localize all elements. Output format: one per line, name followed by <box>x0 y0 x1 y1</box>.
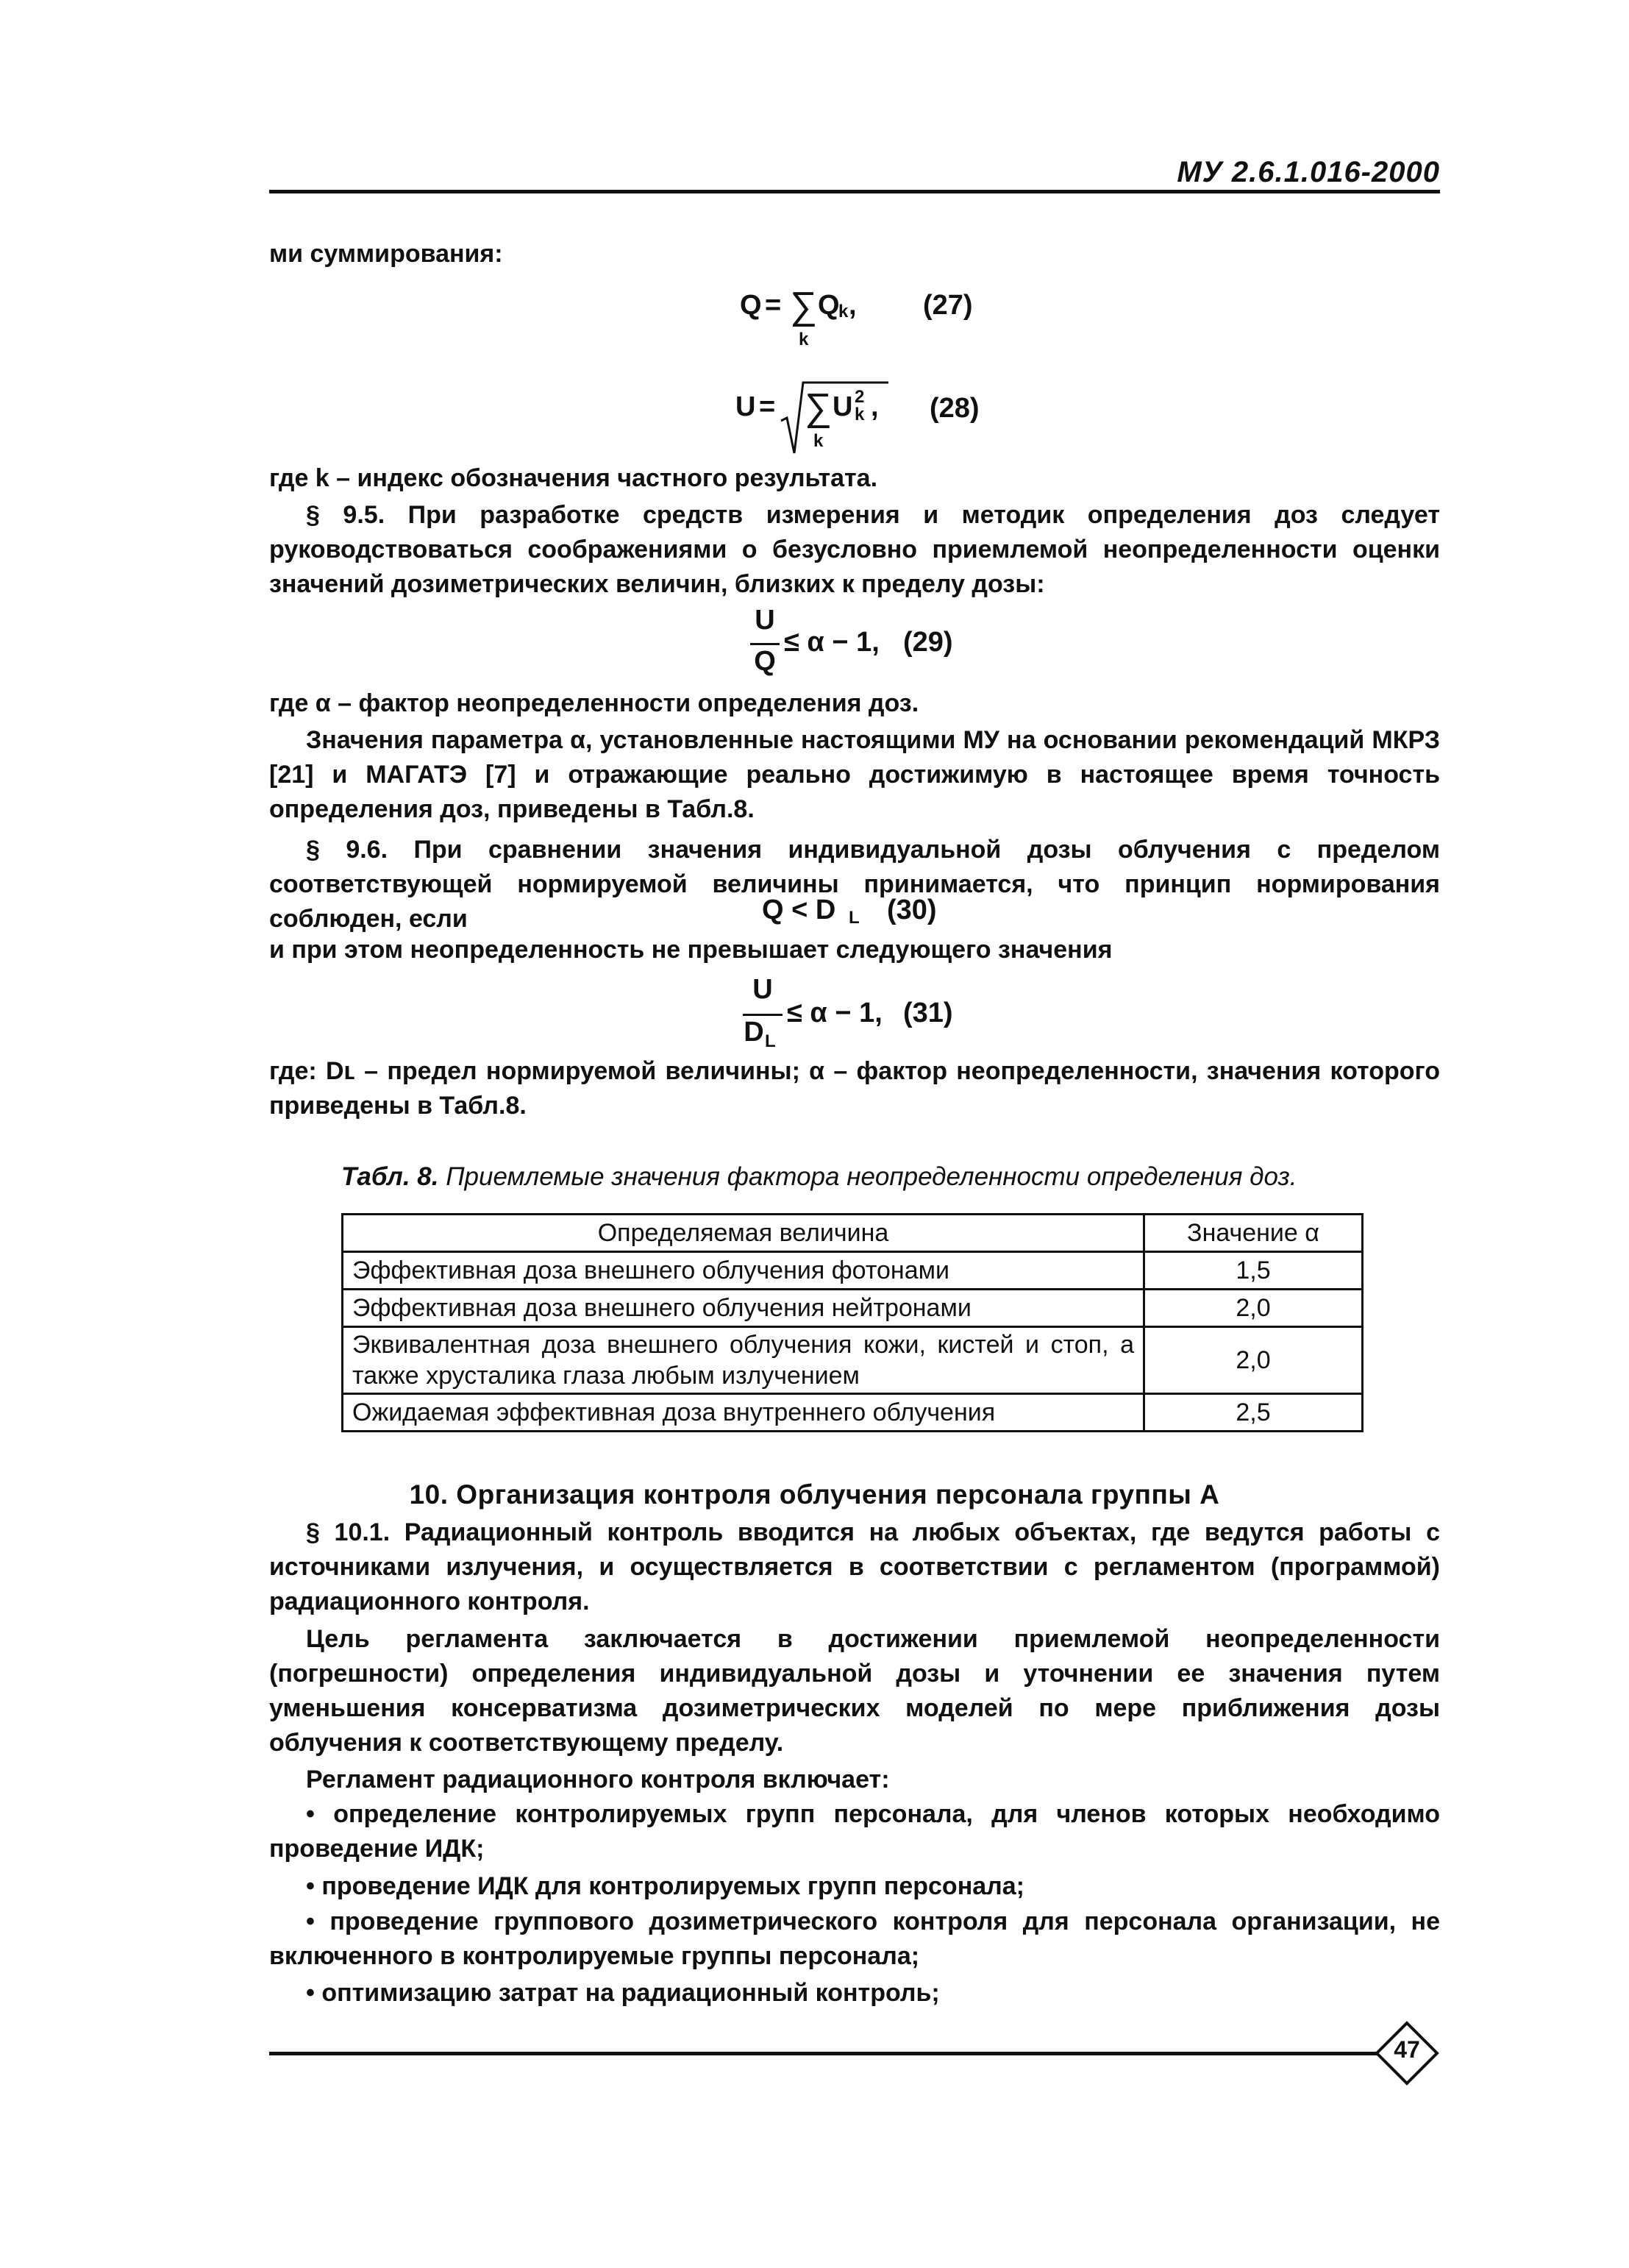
table-cell-value: 2,0 <box>1144 1290 1363 1327</box>
eq27-equals: = <box>765 290 782 321</box>
alpha-table <box>341 1213 1364 1432</box>
paragraph-alpha-values: Значения параметра α, установленные настоящими МУ на основании рекомендаций МКРЗ [21] и МАГАТЭ [7] и отражающие реально достижимую в настоящее время точность определения доз, приведены в Табл.8. <box>269 726 1440 823</box>
eq28-term: U <box>833 391 853 422</box>
eq31-fraction-bar <box>743 1014 783 1016</box>
table-header-value: Значение α <box>1144 1215 1363 1252</box>
eq31-label: (31) <box>903 998 953 1028</box>
eq30-text: Q < D <box>762 895 836 925</box>
table-caption <box>341 1162 1297 1192</box>
table-cell-quantity: Эффективная доза внешнего облучения фотонами <box>343 1252 1144 1290</box>
table-header-quantity: Определяемая величина <box>343 1215 1144 1252</box>
eq28-equals: = <box>759 391 776 422</box>
eq31-den-sub: L <box>765 1031 776 1051</box>
paragraph-9-6: § 9.6. При сравнении значения индивидуальной дозы облучения с пределом соответствующей нормируемой величины принимается, что принцип нормирования соблюден, если <box>269 836 1440 933</box>
paragraph-9-5: § 9.5. При разработке средств измерения и методик определения доз следует руководствоваться соображениями о безусловно приемлемой неопределенности оценки значений дозиметрических величин, близких к пределу дозы: <box>269 501 1440 598</box>
eq31-rhs: ≤ α − 1, <box>787 998 883 1028</box>
list-item: • проведение ИДК для контролируемых групп персонала; <box>306 1872 1024 1900</box>
document-code: МУ 2.6.1.016-2000 <box>1177 156 1440 188</box>
table-row <box>343 1327 1363 1394</box>
eq27-comma: , <box>849 290 857 321</box>
eq27-under: k <box>799 330 809 349</box>
paragraph-alpha-def: где α – фактор неопределенности определения доз. <box>269 689 919 717</box>
list-item: • оптимизацию затрат на радиационный контроль; <box>306 1979 940 2007</box>
eq29-denominator: Q <box>754 646 776 677</box>
table-row <box>343 1252 1363 1290</box>
table-cell-quantity: Эквивалентная доза внешнего облучения кожи, кистей и стоп, а также хрусталика глаза любым излучением <box>343 1327 1144 1394</box>
paragraph-sum-intro: ми суммирования: <box>269 240 503 268</box>
eq27-sigma: ∑ <box>790 285 818 327</box>
equation-30 <box>762 895 880 939</box>
list-item: • проведение группового дозиметрического контроля для персонала организации, не включенного в контролируемые группы персонала; <box>269 1908 1440 1970</box>
eq27-term: Q <box>818 290 840 321</box>
table-caption-text: Приемлемые значения фактора неопределенности определения доз. <box>438 1162 1297 1191</box>
eq28-sigma: ∑ <box>805 386 833 429</box>
eq30-sub: L <box>849 908 860 928</box>
paragraph-uncertainty: и при этом неопределенность не превышает следующего значения <box>269 936 1113 964</box>
eq29-numerator: U <box>755 605 775 636</box>
paragraph-goal: Цель регламента заключается в достижении приемлемой неопределенности (погрешности) определения индивидуальной дозы и уточнении ее значения путем уменьшения консерватизма дозиметрических моделей по мере приближения дозы облучения к соответствующему пределу. <box>269 1625 1440 1757</box>
eq28-lhs: U <box>735 391 756 422</box>
list-item: • определение контролируемых групп персонала, для членов которых необходимо проведение ИДК; <box>269 1800 1440 1863</box>
eq27-lhs: Q <box>740 290 762 321</box>
paragraph-k-index: где k – индекс обозначения частного результата. <box>269 464 878 492</box>
equation-27 <box>740 284 1034 358</box>
table-cell-value: 1,5 <box>1144 1252 1363 1290</box>
eq29-label: (29) <box>903 627 953 658</box>
eq28-sub: k <box>855 405 865 424</box>
eq28-comma: , <box>871 391 879 422</box>
page-number: 47 <box>1394 2036 1420 2063</box>
eq29-fraction-bar <box>750 643 780 645</box>
table-row <box>343 1394 1363 1432</box>
eq28-label: (28) <box>930 393 980 424</box>
eq28-sup: 2 <box>855 387 865 407</box>
table-caption-label: Табл. 8. <box>341 1162 439 1191</box>
paragraph-includes: Регламент радиационного контроля включает: <box>306 1766 890 1794</box>
eq29-rhs: ≤ α − 1, <box>784 627 880 658</box>
section-title: 10. Организация контроля облучения персонала группы А <box>409 1479 1220 1510</box>
eq31-numerator: U <box>752 974 773 1005</box>
eq28-under: k <box>813 431 824 451</box>
table-cell-value: 2,5 <box>1144 1394 1363 1432</box>
eq27-sub: k <box>838 302 849 321</box>
eq27-label: (27) <box>923 290 973 321</box>
table-row <box>343 1290 1363 1327</box>
header-rule <box>269 190 1440 193</box>
table-header-row <box>343 1215 1363 1252</box>
table-cell-quantity: Ожидаемая эффективная доза внутреннего облучения <box>343 1394 1144 1432</box>
footer-rule <box>269 2052 1381 2055</box>
eq30-label: (30) <box>887 895 937 925</box>
paragraph-dl-def: где: Dʟ – предел нормируемой величины; α – фактор неопределенности, значения которого приведены в Табл.8. <box>269 1057 1440 1120</box>
paragraph-10-1: § 10.1. Радиационный контроль вводится на любых объектах, где ведутся работы с источниками излучения, и осуществляется в соответствии с регламентом (программой) радиационного контроля. <box>269 1518 1440 1615</box>
table-cell-value: 2,0 <box>1144 1327 1363 1394</box>
eq31-denominator: D <box>744 1017 764 1048</box>
table-cell-quantity: Эффективная доза внешнего облучения нейтронами <box>343 1290 1144 1327</box>
